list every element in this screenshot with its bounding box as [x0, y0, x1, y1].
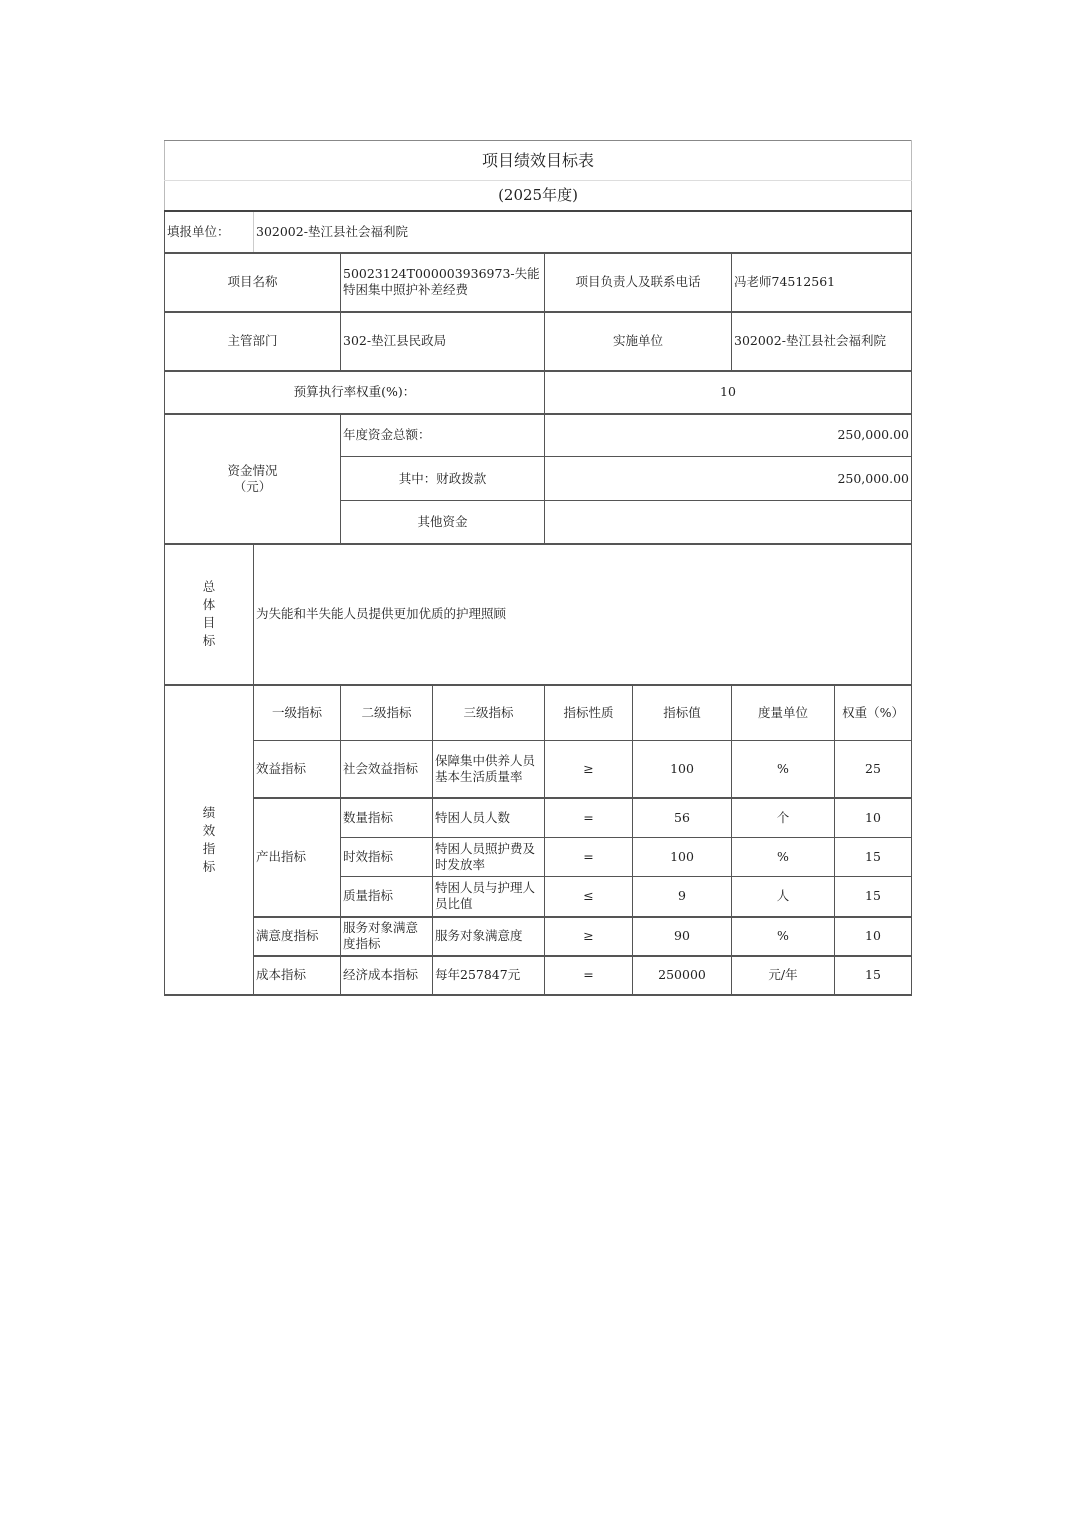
level1-cell: 产出指标: [254, 798, 341, 917]
table-row: [165, 741, 912, 798]
header-cell: 三级指标: [433, 685, 545, 741]
level2-cell: 经济成本指标: [341, 956, 433, 995]
fund-label: 其他资金: [341, 501, 545, 544]
funds-label: [165, 414, 341, 544]
project-name-value: 50023124T000003936973-失能特困集中照护补差经费: [341, 253, 545, 312]
implementer-label: 实施单位: [545, 312, 732, 371]
header-cell: 一级指标: [254, 685, 341, 741]
indicators-label-text: 绩效指标: [202, 804, 216, 874]
level1-cell: 成本指标: [254, 956, 341, 995]
level3-cell: 特困人员与护理人员比值: [433, 877, 545, 917]
budget-weight-value: 10: [545, 371, 912, 414]
level2-cell: 服务对象满意度指标: [341, 917, 433, 956]
indicators-label: [165, 685, 254, 995]
table-row: [165, 917, 912, 956]
weight-cell: 10: [835, 798, 912, 838]
unit-cell: %: [732, 741, 835, 798]
table-subtitle: (2025年度): [165, 181, 912, 211]
weight-cell: 15: [835, 956, 912, 995]
weight-cell: 15: [835, 838, 912, 877]
performance-target-table: [164, 140, 912, 996]
unit-cell: 人: [732, 877, 835, 917]
level3-cell: 保障集中供养人员基本生活质量率: [433, 741, 545, 798]
value-cell: 100: [633, 838, 732, 877]
weight-cell: 10: [835, 917, 912, 956]
department-label: 主管部门: [165, 312, 341, 371]
table-row: [165, 798, 912, 838]
contact-label: 项目负责人及联系电话: [545, 253, 732, 312]
table-title: 项目绩效目标表: [165, 141, 912, 181]
operator-cell: =: [545, 798, 633, 838]
unit-cell: %: [732, 917, 835, 956]
implementer-value: 302002-垫江县社会福利院: [732, 312, 912, 371]
overall-goal-label: [165, 544, 254, 685]
reporting-unit-value: 302002-垫江县社会福利院: [254, 211, 912, 253]
unit-cell: %: [732, 838, 835, 877]
funds-label-text: 资金情况（元）: [227, 462, 278, 494]
level1-cell: 满意度指标: [254, 917, 341, 956]
level3-cell: 每年257847元: [433, 956, 545, 995]
fund-label: 年度资金总额：: [341, 414, 545, 457]
level3-cell: 特困人员照护费及时发放率: [433, 838, 545, 877]
value-cell: 9: [633, 877, 732, 917]
operator-cell: ≤: [545, 877, 633, 917]
overall-goal-label-text: 总体目标: [202, 579, 216, 648]
table-row: [165, 956, 912, 995]
header-cell: 度量单位: [732, 685, 835, 741]
operator-cell: ≥: [545, 917, 633, 956]
value-cell: 250000: [633, 956, 732, 995]
level2-cell: 社会效益指标: [341, 741, 433, 798]
weight-cell: 25: [835, 741, 912, 798]
header-cell: 权重（%）: [835, 685, 912, 741]
value-cell: 90: [633, 917, 732, 956]
header-cell: 二级指标: [341, 685, 433, 741]
operator-cell: =: [545, 838, 633, 877]
fund-value: 250,000.00: [545, 457, 912, 501]
value-cell: 100: [633, 741, 732, 798]
department-value: 302-垫江县民政局: [341, 312, 545, 371]
fund-value: 250,000.00: [545, 414, 912, 457]
level3-cell: 服务对象满意度: [433, 917, 545, 956]
level3-cell: 特困人员人数: [433, 798, 545, 838]
fund-label: 其中：财政拨款: [341, 457, 545, 501]
weight-cell: 15: [835, 877, 912, 917]
header-cell: 指标性质: [545, 685, 633, 741]
contact-value: 冯老师74512561: [732, 253, 912, 312]
budget-weight-label: 预算执行率权重(%)：: [165, 371, 545, 414]
unit-cell: 元/年: [732, 956, 835, 995]
overall-goal-value: 为失能和半失能人员提供更加优质的护理照顾: [254, 544, 912, 685]
header-cell: 指标值: [633, 685, 732, 741]
level1-cell: 效益指标: [254, 741, 341, 798]
reporting-unit-label: 填报单位：: [165, 211, 254, 253]
value-cell: 56: [633, 798, 732, 838]
unit-cell: 个: [732, 798, 835, 838]
operator-cell: ≥: [545, 741, 633, 798]
level2-cell: 时效指标: [341, 838, 433, 877]
project-name-label: 项目名称: [165, 253, 341, 312]
fund-value: [545, 501, 912, 544]
level2-cell: 数量指标: [341, 798, 433, 838]
operator-cell: =: [545, 956, 633, 995]
level2-cell: 质量指标: [341, 877, 433, 917]
